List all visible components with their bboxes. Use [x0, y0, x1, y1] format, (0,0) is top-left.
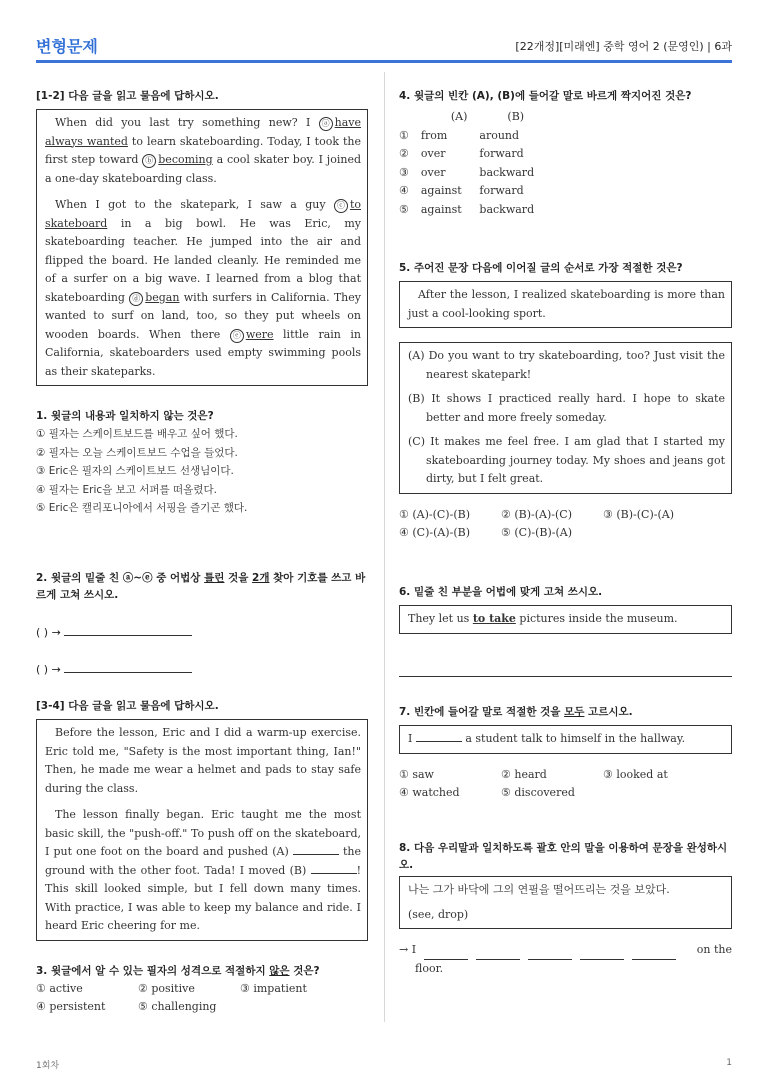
q4-option-4[interactable]: ④ against forward [399, 184, 524, 197]
left-column [36, 88, 368, 1013]
q7-sentence: I a student talk to himself in the hallway. [399, 725, 732, 754]
question-6 [399, 584, 732, 677]
q5-option-1[interactable]: ① (A)-(C)-(B) [399, 507, 470, 521]
q3-option-1[interactable]: ① active [36, 981, 83, 995]
q6-sentence: They let us to take pictures inside the museum. [399, 605, 732, 634]
marker-e: ⓔ [230, 329, 244, 343]
question-6-stem: 6. 밑줄 친 부분을 어법에 맞게 고쳐 쓰시오. [399, 586, 603, 598]
marker-a: ⓐ [319, 117, 333, 131]
q5-option-3[interactable]: ③ (B)-(C)-(A) [603, 507, 674, 521]
question-4-stem: 4. 윗글의 빈칸 (A), (B)에 들어갈 말로 바르게 짝지어진 것은? [399, 90, 692, 102]
q5-given-sentence: After the lesson, I realized skateboarding is more than just a cool-looking sport. [399, 281, 732, 328]
question-8-stem: 8. 다음 우리말과 일치하도록 괄호 안의 말을 이용하여 문장을 완성하시오. [399, 842, 728, 871]
q2-answer-1[interactable]: ( ) → [36, 626, 368, 639]
q7-option-4[interactable]: ④ watched [399, 786, 460, 799]
q4-head-a: (A) [450, 110, 468, 123]
q7-option-5[interactable]: ⑤ discovered [501, 786, 575, 799]
underline-a: have always wanted [45, 116, 361, 148]
passage-1-paragraph-1: When did you last try something new? I ⓐ have always wanted to learn skateboarding. Today, I took the first step toward ⓑ becoming a cool skater boy. I joined a one-day skateboarding class. [45, 116, 361, 185]
q2-answer-2[interactable]: ( ) → [36, 663, 368, 676]
marker-d: ⓓ [129, 292, 143, 306]
q8-hint: (see, drop) [408, 907, 469, 921]
column-divider [384, 72, 385, 1022]
q8-korean: 나는 그가 바닥에 그의 연필을 떨어뜨리는 것을 보았다. [408, 883, 670, 896]
passage-2-paragraph-2: The lesson finally began. Eric taught me the most basic skill, the "push-off." To push off on the skateboard, I put one foot on the board and pushed (A) the ground with the other foot. Tada! I moved (B) ! This skill looked simple, but I fell down many times. With practice, I was able to keep my balance and ride. I heard Eric cheering for me. [45, 808, 361, 932]
question-5-stem: 5. 주어진 문장 다음에 이어질 글의 순서로 가장 적절한 것은? [399, 262, 683, 274]
q5-paragraph-a: (A) Do you want to try skateboarding, too? Just visit the nearest skatepark! [408, 349, 725, 381]
question-3 [36, 963, 368, 1017]
q1-option-3[interactable]: ③ Eric은 필자의 스케이트보드 선생님이다. [36, 465, 234, 477]
q7-option-3[interactable]: ③ looked at [603, 767, 668, 781]
q4-head-b: (B) [507, 110, 525, 123]
q4-option-1[interactable]: ① from around [399, 128, 520, 142]
underline-c: to skateboard [45, 198, 361, 230]
question-7-stem: 7. 빈칸에 들어갈 말로 적절한 것을 모두 고르시오. [399, 706, 633, 718]
question-3-stem: 3. 윗글에서 알 수 있는 필자의 성격으로 적절하지 않은 것은? [36, 964, 320, 977]
passage-1 [36, 109, 368, 386]
q4-option-2[interactable]: ② over forward [399, 147, 524, 160]
underline-b: becoming [158, 153, 213, 166]
question-7 [399, 704, 732, 803]
q3-option-5[interactable]: ⑤ challenging [138, 1000, 217, 1013]
section-3-4 [36, 698, 368, 1017]
q8-prompt-box [399, 876, 732, 929]
question-2-stem: 2. 윗글의 밑줄 친 ⓐ~ⓔ 중 어법상 틀린 것을 2개 찾아 기호를 쓰고 바르게 고쳐 쓰시오. [36, 571, 366, 601]
footer-page-number: 1 [726, 1058, 732, 1068]
q8-answer[interactable]: → I on the floor. [399, 943, 732, 975]
header-info: [22개정][미래엔] 중학 영어 2 (문영인) | 6과 [515, 40, 732, 53]
q5-paragraphs [399, 342, 732, 494]
passage-2 [36, 719, 368, 941]
q1-option-5[interactable]: ⑤ Eric은 캘리포니아에서 서핑을 즐기곤 했다. [36, 502, 248, 514]
q1-option-4[interactable]: ④ 필자는 Eric을 보고 서퍼를 떠올렸다. [36, 483, 217, 496]
q3-option-2[interactable]: ② positive [138, 981, 195, 995]
question-1-stem: 1. 윗글의 내용과 일치하지 않는 것은? [36, 410, 214, 422]
marker-c: ⓒ [334, 199, 348, 213]
q3-option-3[interactable]: ③ impatient [240, 981, 307, 995]
footer-round: 1회차 [36, 1061, 60, 1071]
question-5 [399, 260, 732, 543]
q4-option-5[interactable]: ⑤ against backward [399, 202, 535, 216]
passage-1-paragraph-2: When I got to the skatepark, I saw a guy ⓒ to skateboard in a big bowl. He was Eric, my skateboarding teacher. He jumped into the air and flipped the board. He landed cleanly. He reminded me of a surfer on a big wave. I learned from a blog that skateboarding ⓓ began with surfers in California. They wanted to surf on land, too, so they put wheels on wooden boards. When there ⓔ were little rain in California, skateboarders used empty swimming pools as their skateparks. [45, 198, 361, 378]
question-2 [36, 570, 368, 676]
marker-b: ⓑ [142, 154, 156, 168]
q3-option-4[interactable]: ④ persistent [36, 1000, 106, 1013]
underline-d: began [145, 290, 180, 304]
q5-paragraph-b: (B) It shows I practiced really hard. I hope to skate better and more freely someday. [408, 392, 725, 424]
q5-paragraph-c: (C) It makes me feel free. I am glad that I started my skateboarding journey today. My shoes and jeans got dirty, but I felt great. [408, 435, 725, 485]
q1-option-2[interactable]: ② 필자는 오늘 스케이트보드 수업을 들었다. [36, 446, 238, 459]
q7-option-2[interactable]: ② heard [501, 767, 547, 781]
right-column [399, 88, 732, 975]
section-3-4-title: [3-4] 다음 글을 읽고 물음에 답하시오. [36, 700, 219, 712]
q4-option-3[interactable]: ③ over backward [399, 165, 535, 179]
underline-e: were [245, 327, 274, 341]
q5-option-4[interactable]: ④ (C)-(A)-(B) [399, 526, 470, 539]
q6-answer-line[interactable] [399, 676, 732, 677]
q5-option-2[interactable]: ② (B)-(A)-(C) [501, 507, 572, 521]
q4-options-table [399, 108, 546, 219]
q1-option-1[interactable]: ① 필자는 스케이트보드를 배우고 싶어 했다. [36, 428, 238, 440]
q5-option-5[interactable]: ⑤ (C)-(B)-(A) [501, 526, 572, 539]
header-title: 변형문제 [36, 37, 98, 56]
header-rule [36, 60, 732, 63]
question-1 [36, 408, 368, 518]
question-8 [399, 840, 732, 978]
section-1-2-title: [1-2] 다음 글을 읽고 물음에 답하시오. [36, 90, 219, 102]
question-4 [399, 88, 732, 219]
passage-2-paragraph-1: Before the lesson, Eric and I did a warm-up exercise. Eric told me, "Safety is the most important thing, Ian!" Then, he made me wear a helmet and pads to stay safe during the class. [45, 726, 361, 795]
q7-option-1[interactable]: ① saw [399, 767, 434, 781]
